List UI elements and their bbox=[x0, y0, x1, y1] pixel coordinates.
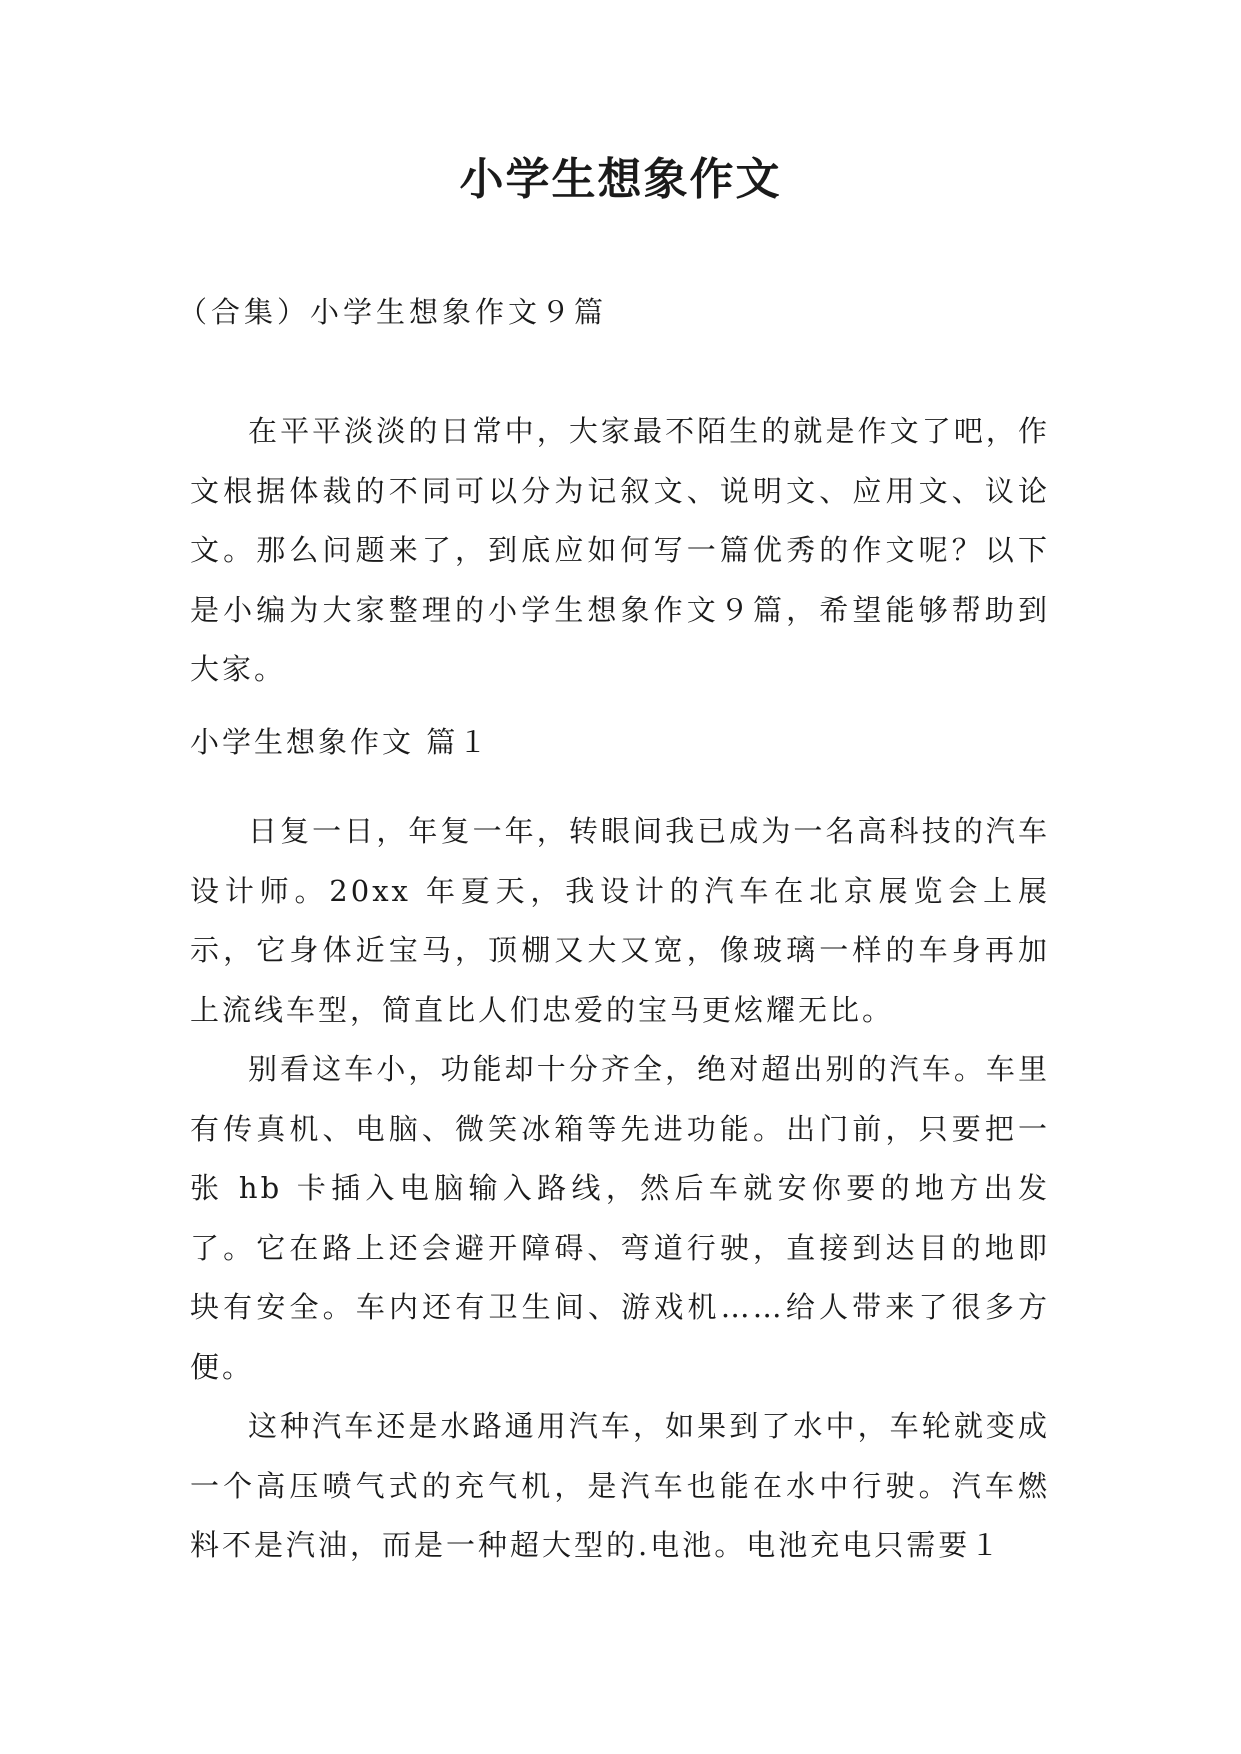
essay-paragraph: 别看这车小，功能却十分齐全，绝对超出别的汽车。车里有传真机、电脑、微笑冰箱等先进功能。出门前，只要把一张 hb 卡插入电脑输入路线，然后车就安你要的地方出发了。它在路上还会避开障碍、弯道行驶，直接到达目的地即块有安全。车内还有卫生间、游戏机……给人带来了很多方便。 bbox=[190, 1052, 1050, 1384]
essay-paragraph: 日复一日，年复一年，转眼间我已成为一名高科技的汽车设计师。20xx 年夏天，我设计的汽车在北京展览会上展示，它身体近宝马，顶棚又大又宽，像玻璃一样的车身再加上流线车型，简直比人们忠爱的宝马更炫耀无比。 bbox=[190, 814, 1050, 1027]
intro-paragraph: 在平平淡淡的日常中，大家最不陌生的就是作文了吧，作文根据体裁的不同可以分为记叙文、说明文、应用文、议论文。那么问题来了，到底应如何写一篇优秀的作文呢？以下是小编为大家整理的小学生想象作文９篇，希望能够帮助到大家。 bbox=[190, 414, 1050, 686]
essay-body bbox=[190, 802, 1050, 1576]
intro-section bbox=[190, 402, 1050, 700]
section-heading: 小学生想象作文 篇１ bbox=[190, 725, 491, 759]
document-subtitle: （合集）小学生想象作文９篇 bbox=[178, 295, 608, 329]
document-title: 小学生想象作文 bbox=[459, 154, 782, 205]
essay-paragraph: 这种汽车还是水路通用汽车，如果到了水中，车轮就变成一个高压喷气式的充气机，是汽车也能在水中行驶。汽车燃料不是汽油，而是一种超大型的.电池。电池充电只需要１ bbox=[190, 1409, 1050, 1562]
